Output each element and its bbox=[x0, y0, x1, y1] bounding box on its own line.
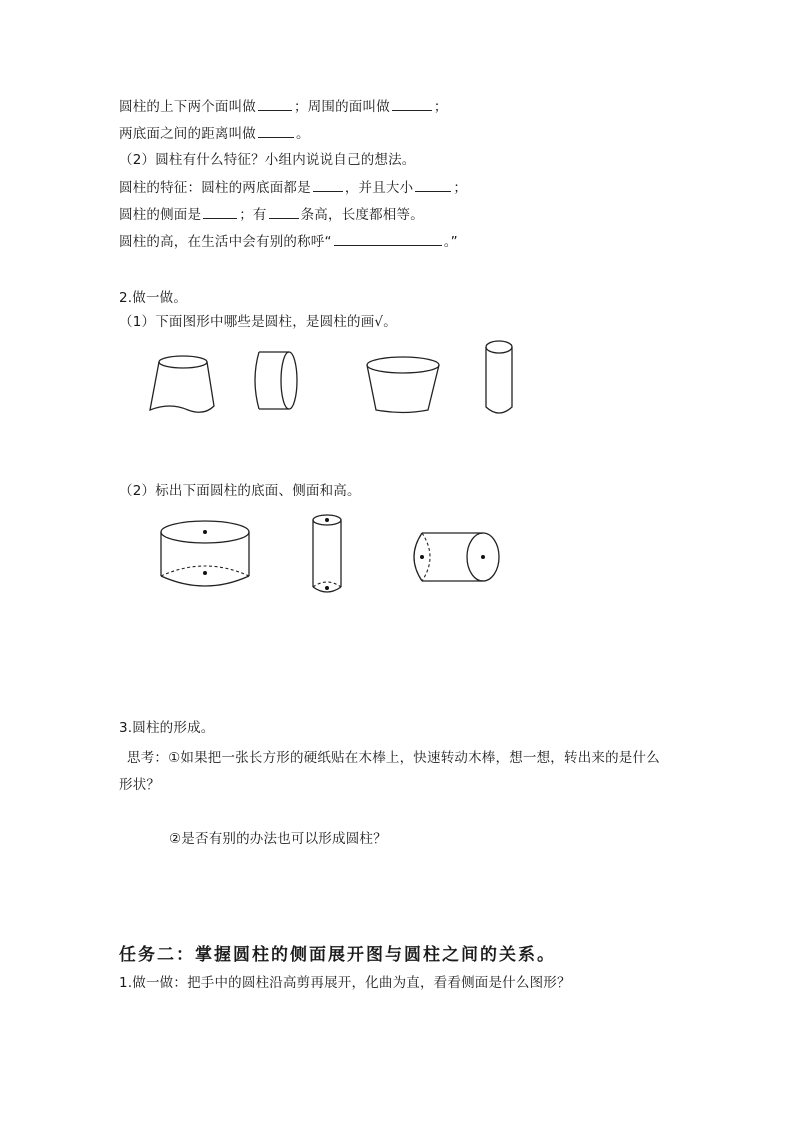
think-question-1: 思考：①如果把一张长方形的硬纸贴在木棒上，快速转动木棒，想一想，转出来的是什么 bbox=[127, 750, 660, 766]
think-question-2: ②是否有别的办法也可以形成圆柱？ bbox=[169, 831, 387, 847]
tall-cylinder-shape[interactable] bbox=[310, 511, 346, 597]
answer-blank[interactable] bbox=[258, 124, 294, 138]
question-features: （2）圆柱有什么特征？小组内说说自己的想法。 bbox=[119, 152, 416, 168]
fill-line-nickname: 圆柱的高，在生活中会有别的称呼“ 。” bbox=[119, 234, 458, 250]
think-question-1-cont: 形状？ bbox=[119, 777, 161, 793]
fill-line-height: 两底面之间的距离叫做 。 bbox=[119, 126, 310, 142]
answer-blank[interactable] bbox=[269, 205, 299, 219]
frustum-shape-1[interactable] bbox=[148, 352, 218, 416]
fill-line-lateral: 圆柱的侧面是 ；有 条高，长度都相等。 bbox=[119, 207, 424, 223]
task-2-heading: 任务二：掌握圆柱的侧面展开图与圆柱之间的关系。 bbox=[119, 945, 556, 965]
frustum-shape-2[interactable] bbox=[364, 355, 442, 415]
answer-blank[interactable] bbox=[258, 97, 292, 111]
question-identify-cylinders: （1）下面图形中哪些是圆柱，是圆柱的画√。 bbox=[119, 314, 397, 330]
horizontal-cylinder-shape[interactable] bbox=[249, 350, 303, 412]
fill-line-faces: 圆柱的上下两个面叫做 ；周围的面叫做 ； bbox=[119, 99, 448, 115]
answer-blank[interactable] bbox=[203, 205, 237, 219]
question-label-parts: （2）标出下面圆柱的底面、侧面和高。 bbox=[119, 483, 361, 499]
lying-cylinder-shape[interactable] bbox=[404, 530, 502, 584]
answer-blank[interactable] bbox=[392, 97, 432, 111]
fill-line-features: 圆柱的特征：圆柱的两底面都是 ，并且大小 ； bbox=[119, 180, 468, 196]
answer-blank[interactable] bbox=[313, 178, 343, 192]
section-2-title: 2.做一做。 bbox=[119, 290, 188, 306]
vertical-cylinder-shape[interactable] bbox=[484, 339, 516, 417]
section-3-title: 3.圆柱的形成。 bbox=[119, 720, 215, 736]
answer-blank[interactable] bbox=[415, 178, 451, 192]
answer-blank[interactable] bbox=[334, 232, 442, 246]
task-2-question-1: 1.做一做：把手中的圆柱沿高剪再展开，化曲为直，看看侧面是什么图形？ bbox=[119, 975, 571, 991]
wide-cylinder-shape[interactable] bbox=[158, 517, 254, 591]
